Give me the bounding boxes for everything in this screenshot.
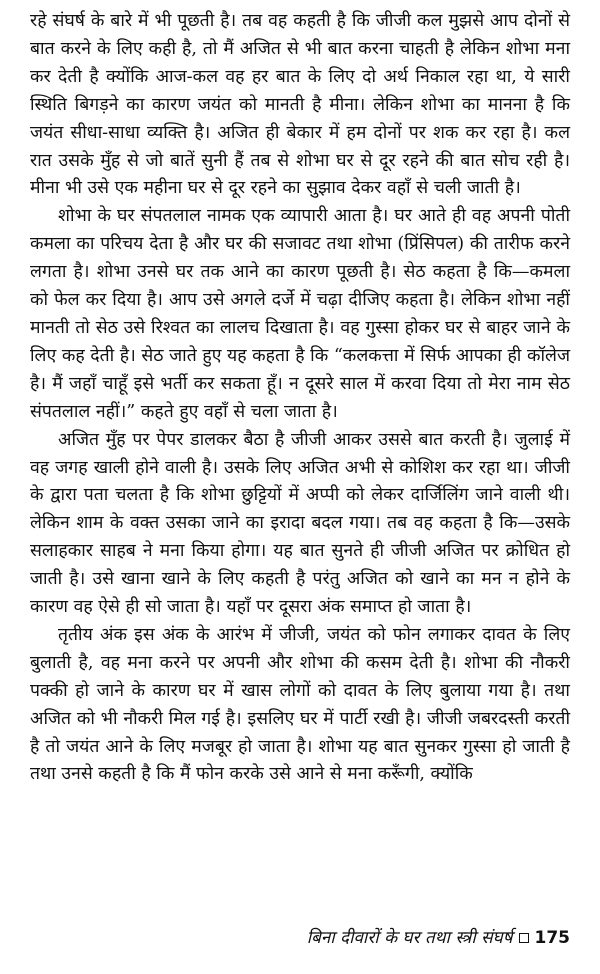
page-body bbox=[30, 8, 570, 789]
paragraph-ajit-jiji: अजित मुँह पर पेपर डालकर बैठा है जीजी आकर उससे बात करती है। जुलाई में वह जगह खाली होने वाली है। उसके लिए अजित अभी से कोशिश कर रहा था। जीजी के द्वारा पता चलता है कि शोभा छुट्टियों में अप्पी को लेकर दार्जिलिंग जाने वाली थी। लेकिन शाम के वक्त उसका जाने का इरादा बदल गया। तब वह कहता है कि—उसके सलाहकार साहब ने मना किया होगा। यह बात सुनते ही जीजी अजित पर क्रोधित हो जाती है। उसे खाना खाने के लिए कहती है परंतु अजित को खाने का मन न होने के कारण वह ऐसे ही सो जाता है। यहाँ पर दूसरा अंक समाप्त हो जाता है। bbox=[30, 429, 570, 618]
paragraph-continuation: रहे संघर्ष के बारे में भी पूछती है। तब वह कहती है कि जीजी कल मुझसे आप दोनों से बात करने के लिए कही है, तो मैं अजित से भी बात करना चाहती है लेकिन शोभा मना कर देती है क्योंकि आज-कल वह हर बात के लिए दो अर्थ निकाल रहा था, ये सारी स्थिति बिगड़ने का कारण जयंत को मानती है मीना। लेकिन शोभा का मानना है कि जयंत सीधा-साधा व्यक्ति है। अजित ही बेकार में हम दोनों पर शक कर रहा है। कल रात उसके मुँह से जो बातें सुनी हैं तब से शोभा घर से दूर रहने की बात सोच रही है। मीना भी उसे एक महीना घर से दूर रहने का सुझाव देकर वहाँ से चली जाती है। bbox=[30, 11, 570, 199]
page-footer bbox=[307, 926, 570, 950]
square-outline-icon bbox=[519, 933, 529, 943]
running-title: बिना दीवारों के घर तथा स्त्री संघर्ष bbox=[306, 928, 513, 948]
paragraph-sampatlal: शोभा के घर संपतलाल नामक एक व्यापारी आता है। घर आते ही वह अपनी पोती कमला का परिचय देता है और घर की सजावट तथा शोभा (प्रिंसिपल) की तारीफ करने लगता है। शोभा उनसे घर तक आने का कारण पूछती है। सेठ कहता है कि—कमला को फेल कर दिया है। आप उसे अगले दर्जे में चढ़ा दीजिए कहता है। लेकिन शोभा नहीं मानती तो सेठ उसे रिश्वत का लालच दिखाता है। वह गुस्सा होकर घर से बाहर जाने के लिए कह देती है। सेठ जाते हुए यह कहता है कि “कलकत्ता में सिर्फ आपका ही कॉलेज है। मैं जहाँ चाहूँ इसे भर्ती कर सकता हूँ। न दूसरे साल में करवा दिया तो मेरा नाम सेठ संपतलाल नहीं।” कहते हुए वहाँ से चला जाता है। bbox=[30, 206, 570, 422]
paragraph-third-act: तृतीय अंक इस अंक के आरंभ में जीजी, जयंत को फोन लगाकर दावत के लिए बुलाती है, वह मना करने पर अपनी और शोभा की कसम देती है। शोभा की नौकरी पक्की हो जाने के कारण घर में खास लोगों को दावत के लिए बुलाया गया है। तथा अजित को भी नौकरी मिल गई है। इसलिए घर में पार्टी रखी है। जीजी जबरदस्ती करती है तो जयंत आने के लिए मजबूर हो जाता है। शोभा यह बात सुनकर गुस्सा हो जाती है तथा उनसे कहती है कि मैं फोन करके उसे आने से मना करूँगी, क्योंकि bbox=[30, 624, 570, 785]
page-number: 175 bbox=[534, 928, 570, 948]
